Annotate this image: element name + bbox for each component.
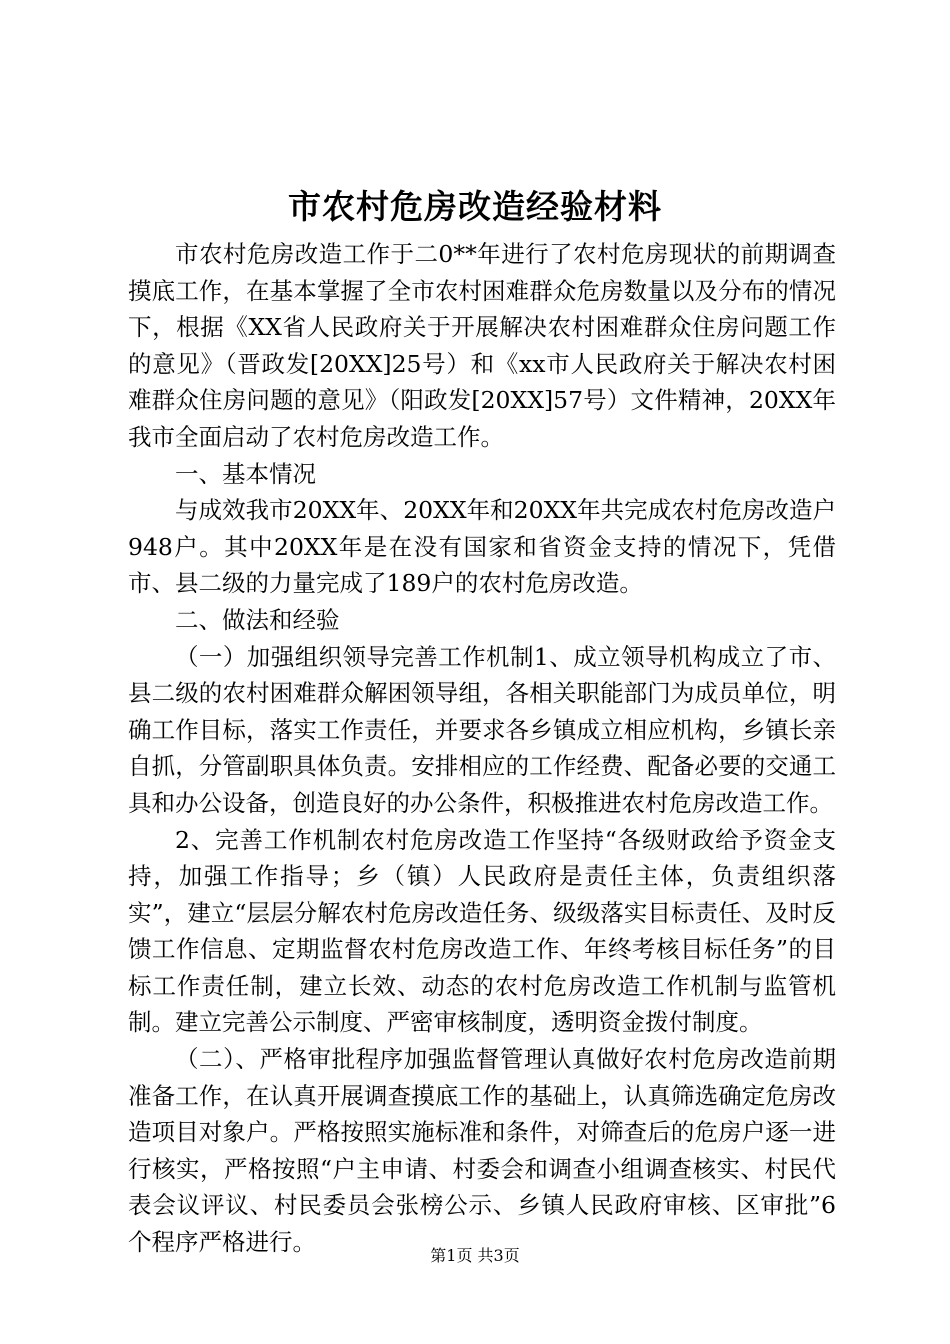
section-heading-basic: 一、基本情况 bbox=[175, 459, 316, 488]
intro-paragraph: 市农村危房改造工作于二0**年进行了农村危房现状的前期调查摸底工作，在基本掌握了全市农村困难群众危房数量以及分布的情况下，根据《XX省人民政府关于开展解决农村困难群众住房问题工作的意见》（晋政发[20XX]25号）和《xx市人民政府关于解决农村困难群众住房问题的意见》（阳政发[20XX]57号）文件精神，20XX年我市全面启动了农村危房改造工作。 bbox=[128, 240, 836, 451]
section-heading-methods: 二、做法和经验 bbox=[175, 605, 340, 634]
results-paragraph: 与成效我市20XX年、20XX年和20XX年共完成农村危房改造户948户。其中20XX年是在没有国家和省资金支持的情况下，凭借市、县二级的力量完成了189户的农村危房改造。 bbox=[128, 496, 836, 598]
page-number: 第1页 共3页 bbox=[430, 1246, 520, 1265]
approval-paragraph: （二）、严格审批程序加强监督管理认真做好农村危房改造前期准备工作，在认真开展调查摸底工作的基础上，认真筛选确定危房改造项目对象户。严格按照实施标准和条件，对筛查后的危房户逐一进行核实，严格按照“户主申请、村委会和调查小组调查核实、村民代表会议评议、村民委员会张榜公示、乡镇人民政府审核、区审批”6个程序严格进行。 bbox=[128, 1045, 836, 1257]
mechanism-paragraph: 2、完善工作机制农村危房改造工作坚持“各级财政给予资金支持，加强工作指导；乡（镇）人民政府是责任主体，负责组织落实”，建立“层层分解农村危房改造任务、级级落实目标责任、及时反馈工作信息、定期监督农村危房改造工作、年终考核目标任务”的目标工作责任制，建立长效、动态的农村危房改造工作机制与监管机制。建立完善公示制度、严密审核制度，透明资金拨付制度。 bbox=[128, 825, 836, 1037]
document-title: 市农村危房改造经验材料 bbox=[288, 187, 662, 226]
organization-paragraph: （一）加强组织领导完善工作机制1、成立领导机构成立了市、县二级的农村困难群众解困领导组，各相关职能部门为成员单位，明确工作目标，落实工作责任，并要求各乡镇成立相应机构，乡镇长亲自抓，分管副职具体负责。安排相应的工作经费、配备必要的交通工具和办公设备，创造良好的办公条件，积极推进农村危房改造工作。 bbox=[128, 642, 836, 817]
document-body bbox=[128, 236, 836, 1261]
